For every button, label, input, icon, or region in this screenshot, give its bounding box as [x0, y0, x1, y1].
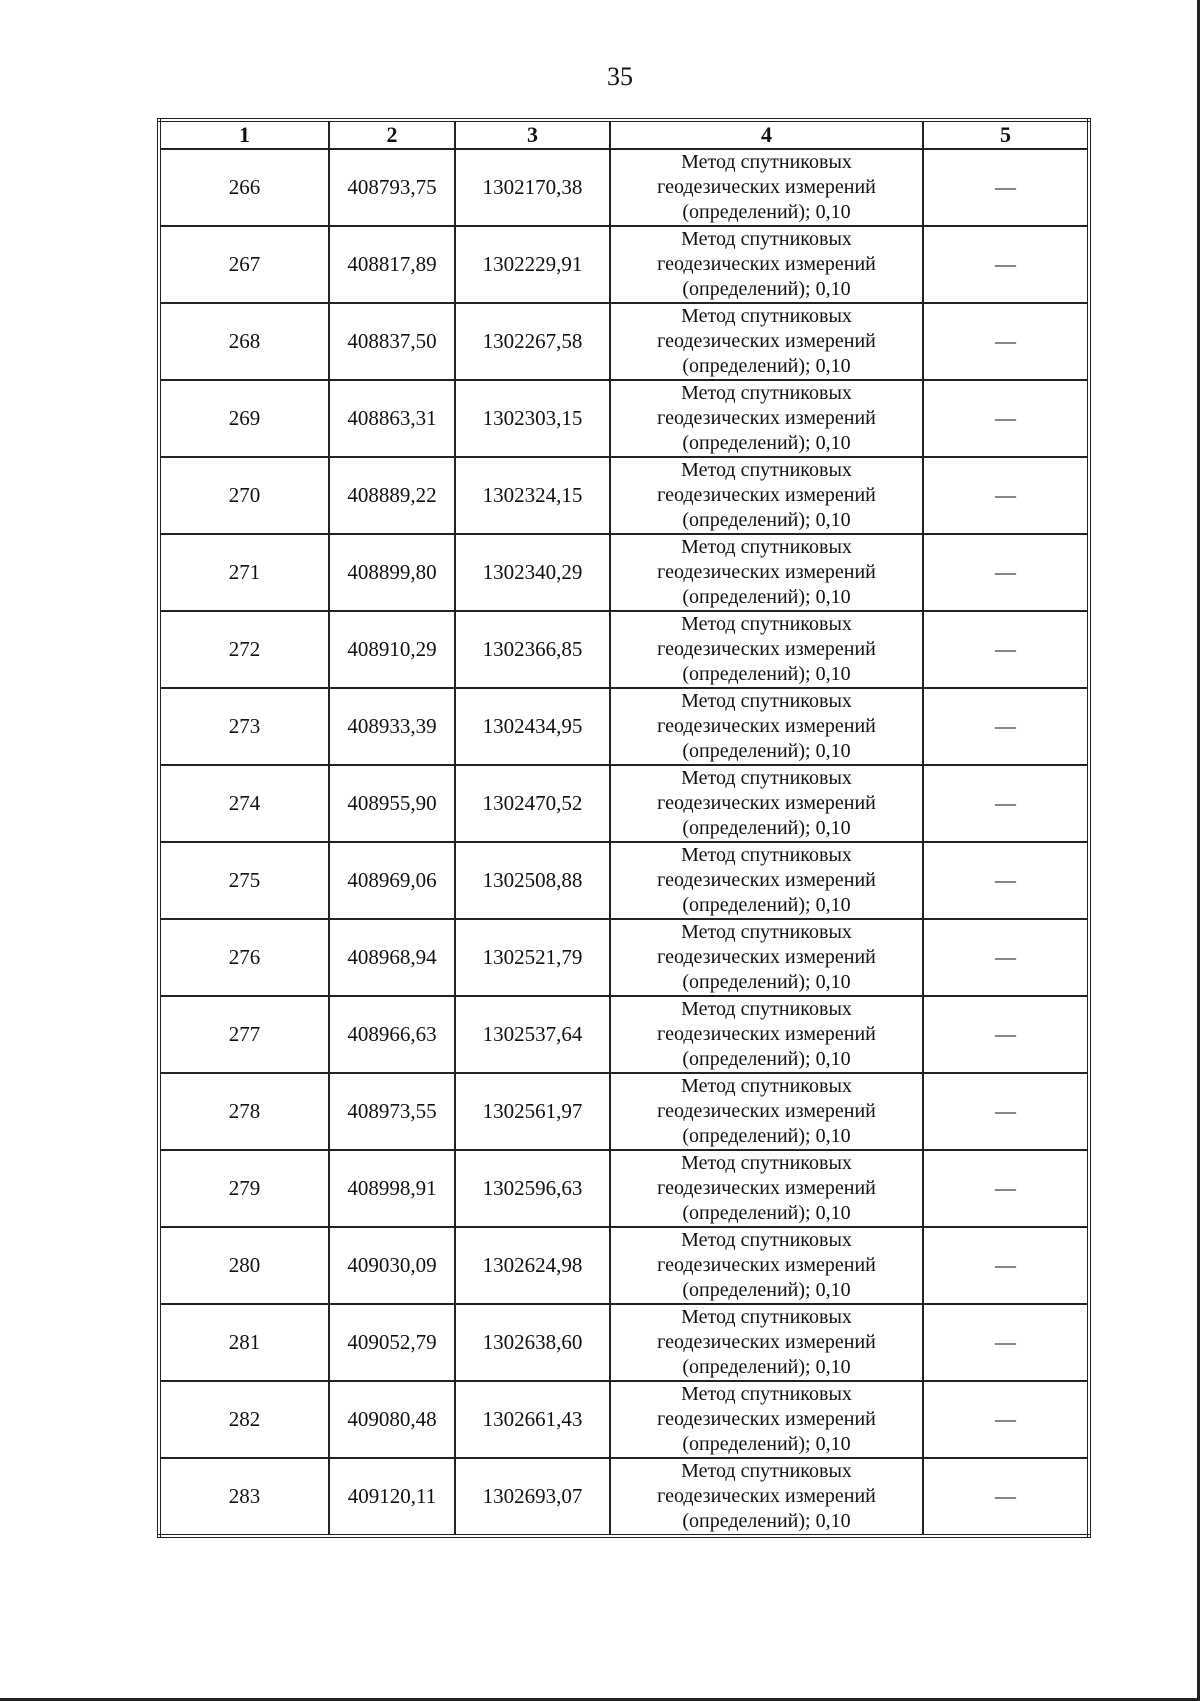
- method-line: Метод спутниковых: [681, 382, 852, 404]
- point-number-cell: 274: [159, 765, 329, 842]
- x-coordinate-cell: 408889,22: [329, 457, 455, 534]
- table-row: [159, 149, 1089, 226]
- x-coordinate-cell: 408837,50: [329, 303, 455, 380]
- col5-cell: —: [923, 534, 1089, 611]
- method-line: (определений); 0,10: [682, 1048, 851, 1070]
- method-line: (определений); 0,10: [682, 740, 851, 762]
- table-row: [159, 1304, 1089, 1381]
- header-col-4: 4: [610, 120, 923, 149]
- method-cell: [610, 842, 923, 919]
- method-cell: [610, 1458, 923, 1536]
- col5-cell: —: [923, 457, 1089, 534]
- y-coordinate-cell: 1302661,43: [455, 1381, 610, 1458]
- method-line: геодезических измерений: [657, 1408, 876, 1430]
- table-row: [159, 380, 1089, 457]
- x-coordinate-cell: 408998,91: [329, 1150, 455, 1227]
- x-coordinate-cell: 409080,48: [329, 1381, 455, 1458]
- method-line: (определений); 0,10: [682, 971, 851, 993]
- x-coordinate-cell: 408968,94: [329, 919, 455, 996]
- point-number-cell: 272: [159, 611, 329, 688]
- method-line: (определений); 0,10: [682, 1510, 851, 1532]
- point-number-cell: 271: [159, 534, 329, 611]
- table-body: [159, 149, 1089, 1536]
- header-col-2: 2: [329, 120, 455, 149]
- method-line: (определений); 0,10: [682, 1356, 851, 1378]
- method-line: Метод спутниковых: [681, 1075, 852, 1097]
- x-coordinate-cell: 409030,09: [329, 1227, 455, 1304]
- method-line: Метод спутниковых: [681, 151, 852, 173]
- x-coordinate-cell: 408933,39: [329, 688, 455, 765]
- col5-cell: —: [923, 226, 1089, 303]
- header-col-3: 3: [455, 120, 610, 149]
- method-line: (определений); 0,10: [682, 509, 851, 531]
- table-row: [159, 688, 1089, 765]
- y-coordinate-cell: 1302596,63: [455, 1150, 610, 1227]
- point-number-cell: 276: [159, 919, 329, 996]
- table-row: [159, 1381, 1089, 1458]
- method-line: (определений); 0,10: [682, 1125, 851, 1147]
- y-coordinate-cell: 1302508,88: [455, 842, 610, 919]
- method-line: Метод спутниковых: [681, 998, 852, 1020]
- point-number-cell: 281: [159, 1304, 329, 1381]
- table-row: [159, 1458, 1089, 1536]
- page-number: 35: [607, 62, 633, 91]
- method-line: геодезических измерений: [657, 638, 876, 660]
- method-cell: [610, 1073, 923, 1150]
- col5-cell: —: [923, 380, 1089, 457]
- col5-cell: —: [923, 1150, 1089, 1227]
- x-coordinate-cell: 408973,55: [329, 1073, 455, 1150]
- col5-cell: —: [923, 919, 1089, 996]
- method-line: геодезических измерений: [657, 484, 876, 506]
- method-line: Метод спутниковых: [681, 1383, 852, 1405]
- table-row: [159, 1227, 1089, 1304]
- y-coordinate-cell: 1302561,97: [455, 1073, 610, 1150]
- table-row: [159, 226, 1089, 303]
- col5-cell: —: [923, 996, 1089, 1073]
- method-line: Метод спутниковых: [681, 921, 852, 943]
- point-number-cell: 275: [159, 842, 329, 919]
- method-line: геодезических измерений: [657, 1100, 876, 1122]
- col5-cell: —: [923, 1227, 1089, 1304]
- method-line: геодезических измерений: [657, 946, 876, 968]
- col5-cell: —: [923, 688, 1089, 765]
- x-coordinate-cell: 409052,79: [329, 1304, 455, 1381]
- point-number-cell: 277: [159, 996, 329, 1073]
- table-row: [159, 765, 1089, 842]
- point-number-cell: 266: [159, 149, 329, 226]
- point-number-cell: 270: [159, 457, 329, 534]
- method-line: Метод спутниковых: [681, 536, 852, 558]
- method-cell: [610, 226, 923, 303]
- point-number-cell: 267: [159, 226, 329, 303]
- method-line: геодезических измерений: [657, 407, 876, 429]
- method-line: геодезических измерений: [657, 253, 876, 275]
- table-row: [159, 919, 1089, 996]
- y-coordinate-cell: 1302638,60: [455, 1304, 610, 1381]
- y-coordinate-cell: 1302303,15: [455, 380, 610, 457]
- table-row: [159, 611, 1089, 688]
- method-cell: [610, 303, 923, 380]
- y-coordinate-cell: 1302340,29: [455, 534, 610, 611]
- x-coordinate-cell: 408910,29: [329, 611, 455, 688]
- x-coordinate-cell: 408899,80: [329, 534, 455, 611]
- method-line: (определений); 0,10: [682, 586, 851, 608]
- method-line: геодезических измерений: [657, 715, 876, 737]
- method-cell: [610, 534, 923, 611]
- col5-cell: —: [923, 149, 1089, 226]
- x-coordinate-cell: 408817,89: [329, 226, 455, 303]
- header-col-1: 1: [159, 120, 329, 149]
- col5-cell: —: [923, 765, 1089, 842]
- header-row: [159, 120, 1089, 149]
- x-coordinate-cell: 408863,31: [329, 380, 455, 457]
- point-number-cell: 279: [159, 1150, 329, 1227]
- method-cell: [610, 1304, 923, 1381]
- col5-cell: —: [923, 1304, 1089, 1381]
- method-line: (определений); 0,10: [682, 663, 851, 685]
- point-number-cell: 282: [159, 1381, 329, 1458]
- method-line: Метод спутниковых: [681, 767, 852, 789]
- col5-cell: —: [923, 1073, 1089, 1150]
- method-line: Метод спутниковых: [681, 459, 852, 481]
- y-coordinate-cell: 1302229,91: [455, 226, 610, 303]
- method-cell: [610, 1150, 923, 1227]
- method-line: (определений); 0,10: [682, 817, 851, 839]
- x-coordinate-cell: 408955,90: [329, 765, 455, 842]
- y-coordinate-cell: 1302537,64: [455, 996, 610, 1073]
- method-line: геодезических измерений: [657, 1254, 876, 1276]
- point-number-cell: 283: [159, 1458, 329, 1536]
- method-line: геодезических измерений: [657, 1331, 876, 1353]
- method-line: (определений); 0,10: [682, 432, 851, 454]
- y-coordinate-cell: 1302521,79: [455, 919, 610, 996]
- col5-cell: —: [923, 1381, 1089, 1458]
- table-row: [159, 534, 1089, 611]
- x-coordinate-cell: 408793,75: [329, 149, 455, 226]
- method-line: геодезических измерений: [657, 330, 876, 352]
- method-line: (определений); 0,10: [682, 1202, 851, 1224]
- y-coordinate-cell: 1302693,07: [455, 1458, 610, 1536]
- x-coordinate-cell: 409120,11: [329, 1458, 455, 1536]
- method-line: Метод спутниковых: [681, 228, 852, 250]
- table-row: [159, 303, 1089, 380]
- col5-cell: —: [923, 842, 1089, 919]
- method-line: Метод спутниковых: [681, 613, 852, 635]
- point-number-cell: 269: [159, 380, 329, 457]
- method-line: Метод спутниковых: [681, 844, 852, 866]
- y-coordinate-cell: 1302624,98: [455, 1227, 610, 1304]
- method-cell: [610, 380, 923, 457]
- y-coordinate-cell: 1302434,95: [455, 688, 610, 765]
- method-line: Метод спутниковых: [681, 1229, 852, 1251]
- y-coordinate-cell: 1302366,85: [455, 611, 610, 688]
- col5-cell: —: [923, 1458, 1089, 1536]
- method-line: (определений); 0,10: [682, 201, 851, 223]
- method-cell: [610, 1381, 923, 1458]
- x-coordinate-cell: 408966,63: [329, 996, 455, 1073]
- method-cell: [610, 457, 923, 534]
- method-line: геодезических измерений: [657, 869, 876, 891]
- table-row: [159, 996, 1089, 1073]
- method-line: (определений); 0,10: [682, 355, 851, 377]
- method-line: (определений); 0,10: [682, 894, 851, 916]
- y-coordinate-cell: 1302324,15: [455, 457, 610, 534]
- method-cell: [610, 919, 923, 996]
- method-cell: [610, 149, 923, 226]
- method-line: (определений); 0,10: [682, 1279, 851, 1301]
- method-line: Метод спутниковых: [681, 690, 852, 712]
- coordinates-table: [157, 118, 1091, 1538]
- method-cell: [610, 688, 923, 765]
- method-line: (определений); 0,10: [682, 278, 851, 300]
- method-line: (определений); 0,10: [682, 1433, 851, 1455]
- table-row: [159, 457, 1089, 534]
- method-cell: [610, 611, 923, 688]
- method-line: Метод спутниковых: [681, 305, 852, 327]
- method-line: Метод спутниковых: [681, 1460, 852, 1482]
- point-number-cell: 273: [159, 688, 329, 765]
- method-cell: [610, 765, 923, 842]
- x-coordinate-cell: 408969,06: [329, 842, 455, 919]
- y-coordinate-cell: 1302170,38: [455, 149, 610, 226]
- method-line: геодезических измерений: [657, 176, 876, 198]
- method-line: геодезических измерений: [657, 1485, 876, 1507]
- point-number-cell: 280: [159, 1227, 329, 1304]
- table-row: [159, 1073, 1089, 1150]
- method-line: геодезических измерений: [657, 792, 876, 814]
- col5-cell: —: [923, 303, 1089, 380]
- method-cell: [610, 1227, 923, 1304]
- method-line: Метод спутниковых: [681, 1306, 852, 1328]
- table-row: [159, 842, 1089, 919]
- method-line: Метод спутниковых: [681, 1152, 852, 1174]
- method-cell: [610, 996, 923, 1073]
- method-line: геодезических измерений: [657, 1177, 876, 1199]
- header-col-5: 5: [923, 120, 1089, 149]
- y-coordinate-cell: 1302267,58: [455, 303, 610, 380]
- table-row: [159, 1150, 1089, 1227]
- col5-cell: —: [923, 611, 1089, 688]
- method-line: геодезических измерений: [657, 561, 876, 583]
- table-header: [159, 120, 1089, 149]
- method-line: геодезических измерений: [657, 1023, 876, 1045]
- point-number-cell: 268: [159, 303, 329, 380]
- y-coordinate-cell: 1302470,52: [455, 765, 610, 842]
- point-number-cell: 278: [159, 1073, 329, 1150]
